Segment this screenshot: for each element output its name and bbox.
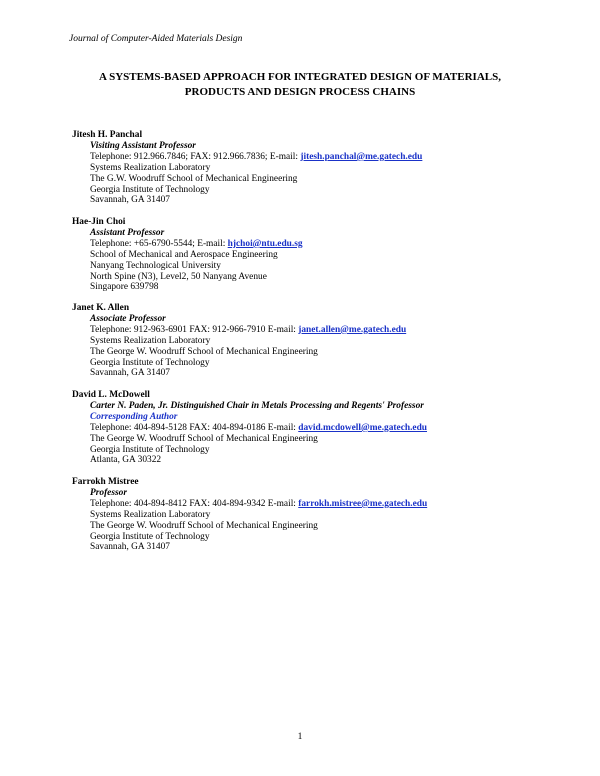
author-role: Associate Professor bbox=[90, 313, 166, 324]
email-link[interactable]: janet.allen@me.gatech.edu bbox=[298, 324, 407, 335]
page-number: 1 bbox=[297, 732, 303, 742]
author-block-mcdowell bbox=[72, 390, 427, 466]
address-line: The George W. Woodruff School of Mechanical Engineering bbox=[90, 346, 318, 357]
author-block-panchal bbox=[72, 130, 422, 206]
journal-header: Journal of Computer-Aided Materials Design bbox=[69, 34, 243, 44]
address-line: The G.W. Woodruff School of Mechanical Engineering bbox=[90, 173, 298, 184]
address-line: Nanyang Technological University bbox=[90, 260, 221, 271]
address-line: Savannah, GA 31407 bbox=[90, 195, 170, 206]
author-name: Janet K. Allen bbox=[72, 303, 130, 313]
address-line: Georgia Institute of Technology bbox=[90, 357, 210, 368]
author-contact: Telephone: 912.966.7846; FAX: 912.966.7836; E-mail: jitesh.panchal@me.gatech.edu bbox=[90, 151, 423, 162]
address-line: Systems Realization Laboratory bbox=[90, 335, 211, 346]
author-block-mistree bbox=[72, 477, 427, 553]
address-line: Systems Realization Laboratory bbox=[90, 162, 211, 173]
author-name: David L. McDowell bbox=[72, 390, 150, 400]
author-contact: Telephone: 912-963-6901 FAX: 912-966-7910 E-mail: janet.allen@me.gatech.edu bbox=[90, 324, 407, 335]
address-line: Georgia Institute of Technology bbox=[90, 184, 210, 195]
corresponding-author-label: Corresponding Author bbox=[90, 411, 178, 422]
author-block-allen bbox=[72, 303, 406, 379]
email-link[interactable]: david.mcdowell@me.gatech.edu bbox=[298, 422, 428, 433]
address-line: Atlanta, GA 30322 bbox=[90, 455, 162, 466]
author-name: Jitesh H. Panchal bbox=[72, 130, 143, 140]
author-contact: Telephone: 404-894-5128 FAX: 404-894-0186 E-mail: david.mcdowell@me.gatech.edu bbox=[90, 422, 428, 433]
address-line: The George W. Woodruff School of Mechanical Engineering bbox=[90, 520, 318, 531]
address-line: Singapore 639798 bbox=[90, 282, 159, 293]
author-role: Professor bbox=[90, 487, 127, 498]
author-name: Farrokh Mistree bbox=[72, 477, 139, 487]
author-contact: Telephone: 404-894-8412 FAX: 404-894-9342 E-mail: farrokh.mistree@me.gatech.edu bbox=[90, 498, 428, 509]
author-role: Assistant Professor bbox=[90, 227, 165, 238]
address-line: The George W. Woodruff School of Mechanical Engineering bbox=[90, 433, 318, 444]
title-line-2: PRODUCTS AND DESIGN PROCESS CHAINS bbox=[184, 86, 416, 98]
email-link[interactable]: jitesh.panchal@me.gatech.edu bbox=[300, 151, 423, 162]
author-contact: Telephone: +65-6790-5544; E-mail: hjchoi@ntu.edu.sg bbox=[90, 238, 303, 249]
author-name: Hae-Jin Choi bbox=[72, 217, 126, 227]
email-link[interactable]: hjchoi@ntu.edu.sg bbox=[227, 238, 303, 249]
address-line: Savannah, GA 31407 bbox=[90, 542, 170, 553]
author-block-choi bbox=[72, 217, 303, 293]
author-role: Visiting Assistant Professor bbox=[90, 140, 196, 151]
address-line: School of Mechanical and Aerospace Engineering bbox=[90, 249, 278, 260]
address-line: Systems Realization Laboratory bbox=[90, 509, 211, 520]
paper-title bbox=[40, 70, 560, 100]
address-line: North Spine (N3), Level2, 50 Nanyang Avenue bbox=[90, 271, 267, 282]
address-line: Georgia Institute of Technology bbox=[90, 531, 210, 542]
address-line: Savannah, GA 31407 bbox=[90, 368, 170, 379]
email-link[interactable]: farrokh.mistree@me.gatech.edu bbox=[298, 498, 428, 509]
address-line: Georgia Institute of Technology bbox=[90, 444, 210, 455]
author-role: Carter N. Paden, Jr. Distinguished Chair in Metals Processing and Regents' Professor bbox=[90, 400, 424, 411]
title-line-1: A SYSTEMS-BASED APPROACH FOR INTEGRATED DESIGN OF MATERIALS, bbox=[99, 71, 501, 83]
